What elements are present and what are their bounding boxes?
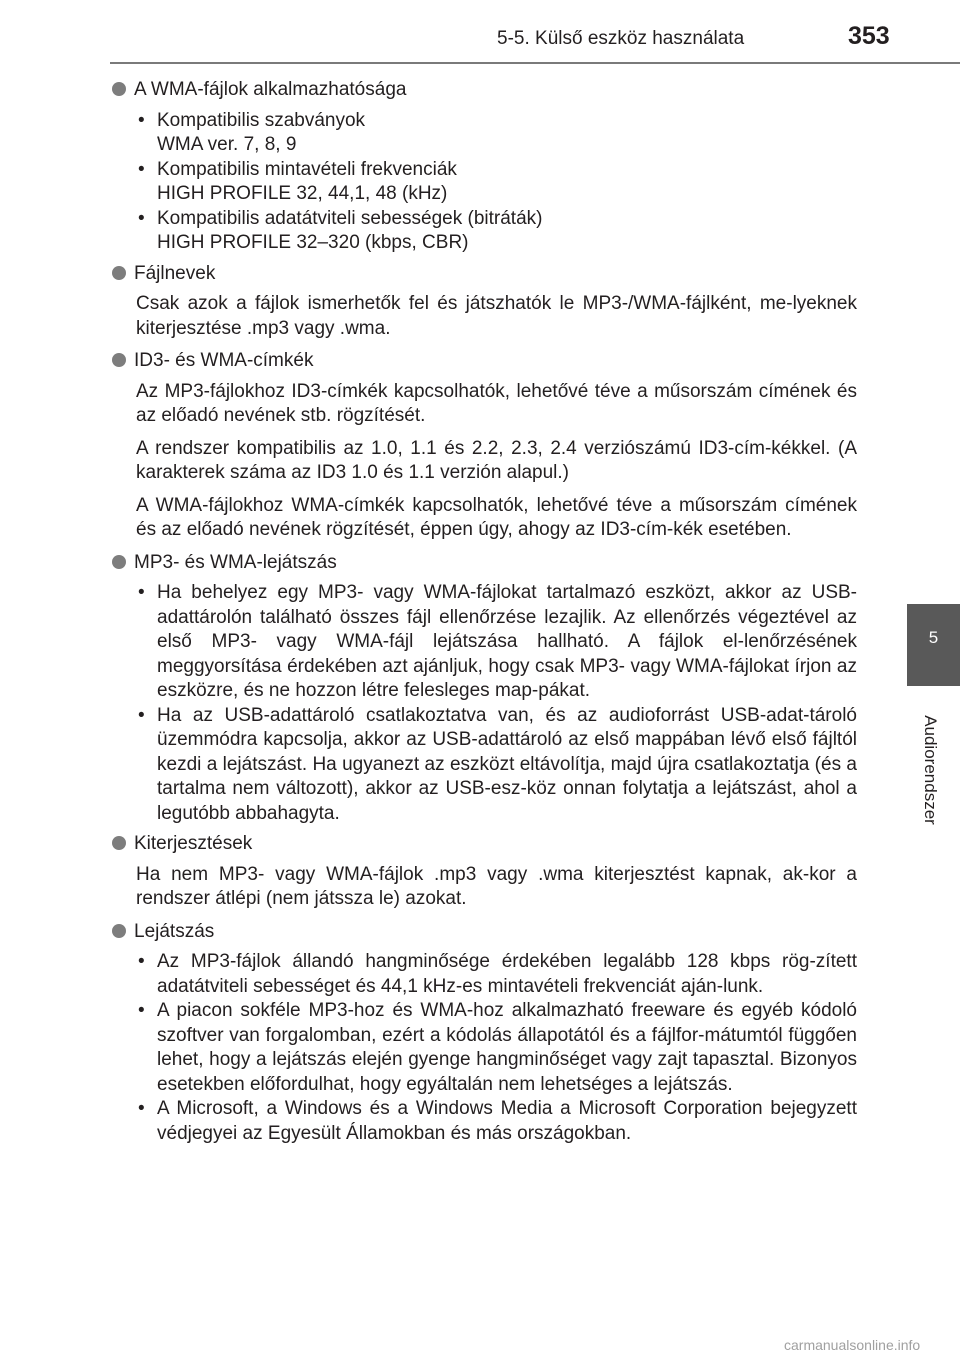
paragraph: Az MP3-fájlokhoz ID3-címkék kapcsolhatók, lehetővé téve a műsorszám címének és az előadó nevének stb. rögzítését. — [136, 380, 857, 426]
bullet-list — [112, 581, 857, 826]
section-file-names — [112, 262, 857, 342]
paragraph: A rendszer kompatibilis az 1.0, 1.1 és 2.2, 2.3, 2.4 verziószámú ID3-cím-kékkel. (A karakterek száma az ID3 1.0 és 1.1 verzión alapul.) — [136, 437, 857, 483]
list-item: • Ha az USB-adattároló csatlakoztatva van, és az audioforrást USB-adat-tároló üzemmódra kapcsolja, akkor az USB-adattároló az első mappában lévő első fájltól kezdi a lejátszást. Ha ugyanezt az eszközt eltávolítja, majd újra csatlakoztatja (és a tartalma nem változott), akkor az USB-esz-köz onnan folytatja a lejátszást, ahol a legutóbb abbahagyta. — [136, 704, 857, 827]
bullet-circle-icon — [112, 266, 126, 280]
bullet-circle-icon — [112, 555, 126, 569]
section-heading: Lejátszás — [134, 920, 215, 942]
watermark-text: carmanualsonline.info — [784, 1337, 921, 1353]
section-playback-notes — [112, 920, 857, 1147]
chapter-label: Audiorendszer — [921, 715, 940, 825]
section-heading: ID3- és WMA-címkék — [134, 350, 314, 371]
section-heading: Kiterjesztések — [134, 833, 253, 854]
bullet-list — [112, 950, 857, 1146]
section-title: 5-5. Külső eszköz használata — [497, 28, 745, 49]
section-extensions — [112, 832, 857, 912]
list-item: • Kompatibilis mintavételi frekvenciák HIGH PROFILE 32, 44,1, 48 (kHz) — [136, 158, 857, 207]
list-item: • Kompatibilis adatátviteli sebességek (bitráták) HIGH PROFILE 32–320 (kbps, CBR) — [136, 207, 857, 256]
section-heading: Fájlnevek — [134, 262, 216, 284]
page-content — [112, 78, 857, 1152]
bullet-circle-icon — [112, 836, 126, 850]
list-item: • Ha behelyez egy MP3- vagy WMA-fájlokat tartalmazó eszközt, akkor az USB-adattárolón található összes fájl ellenőrzése lezajlik. Az ellenőrzés végeztével az első MP3- vagy WMA-fájl lejátszása hallható. A fájlok el-lenőrzésének meggyorsítása érdekében azt ajánljuk, hogy csak MP3- vagy WMA-fájlokat írjon az eszközre, és ne hozzon létre felesleges map-pákat. — [136, 581, 857, 704]
section-tags — [112, 349, 857, 543]
chapter-number: 5 — [928, 628, 939, 647]
paragraph: Ha nem MP3- vagy WMA-fájlok .mp3 vagy .wma kiterjesztést kapnak, ak-kor a rendszer átlépi (nem játssza le) azokat. — [136, 863, 857, 909]
page-number: 353 — [848, 22, 890, 50]
chapter-tab — [907, 604, 960, 686]
list-item: • Az MP3-fájlok állandó hangminősége érdekében legalább 128 kbps rög-zített adatátviteli sebességet és 44,1 kHz-es mintavételi frekvenciát aján-lunk. — [136, 950, 857, 999]
section-heading: MP3- és WMA-lejátszás — [134, 551, 337, 573]
section-heading: A WMA-fájlok alkalmazhatósága — [134, 79, 407, 100]
paragraph: Csak azok a fájlok ismerhetők fel és játszhatók le MP3-/WMA-fájlként, me-lyeknek kiterjesztése .mp3 vagy .wma. — [136, 293, 857, 339]
header-divider — [110, 62, 960, 64]
list-item: • A piacon sokféle MP3-hoz és WMA-hoz alkalmazható freeware és egyéb kódoló szoftver van forgalomban, ezért a kódolás állapotától és a fájlfor-mátumtól függően lehet, hogy a lejátszás elején gyenge hangminőséget vagy zajt tapasztal. Bizonyos esetekben előfordulhat, hogy egyáltalán nem lehetséges a lejátszás. — [136, 999, 857, 1097]
page-header — [0, 0, 960, 70]
section-playback — [112, 551, 857, 827]
bullet-circle-icon — [112, 82, 126, 96]
list-item: • Kompatibilis szabványok WMA ver. 7, 8, 9 — [136, 109, 857, 158]
bullet-circle-icon — [112, 924, 126, 938]
section-wma-applicability — [112, 78, 857, 256]
paragraph: A WMA-fájlokhoz WMA-címkék kapcsolhatók, lehetővé téve a műsorszám címének és az előadó nevének rögzítését, éppen úgy, ahogy az ID3-cím-kék esetében. — [136, 494, 857, 540]
bullet-circle-icon — [112, 353, 126, 367]
bullet-list — [112, 109, 857, 256]
list-item: • A Microsoft, a Windows és a Windows Media a Microsoft Corporation bejegyzett védjegyei az Egyesült Államokban és más országokban. — [136, 1097, 857, 1146]
